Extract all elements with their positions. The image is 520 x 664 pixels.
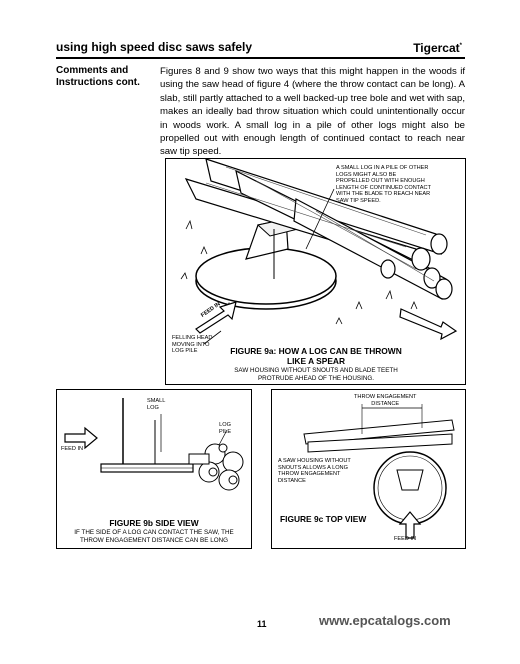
body-paragraph: Figures 8 and 9 show two ways that this might happen in the woods if using the saw head of figure 4 (where the throw contact can be long). A slab, still partly attached to a well backed-up tree bole and wet with sap, makes an ideally bad throw situation which could unintentionally occur in woods work. A small log in a pile of other logs might also be propelled out with enough length of continued contact to reach near saw tip speed. [160, 66, 465, 158]
document-heading: using high speed disc saws safely [56, 40, 253, 54]
figure-9c-housing-label: A SAW HOUSING WITHOUT SNOUTS ALLOWS A LONG THROW ENGAGEMENT DISTANCE [278, 458, 351, 484]
figure-9a [165, 158, 466, 385]
figure-9b-subtitle: IF THE SIDE OF A LOG CAN CONTACT THE SAW, THE THROW ENGAGEMENT DISTANCE CAN BE LONG [74, 529, 234, 544]
figure-9a-subtitle: SAW HOUSING WITHOUT SNOUTS AND BLADE TEETH PROTRUDE AHEAD OF THE HOUSING. [234, 367, 398, 382]
header-rule [56, 57, 465, 59]
figure-9b-small-log-label: SMALL LOG [147, 398, 166, 411]
figure-9a-feed-label: FEED IN [200, 301, 222, 319]
figure-9a-callout: A SMALL LOG IN A PILE OF OTHER LOGS MIGHT ALSO BE PROPELLED OUT WITH ENOUGH LENGTH OF CONTINUED CONTACT WITH THE BLADE TO REACH NEAR SAW TIP SPEED. [336, 165, 431, 204]
brand-name: Tigercat* [413, 41, 462, 55]
figure-9c-throw-label: THROW ENGAGEMENT DISTANCE [354, 394, 417, 407]
watermark: www.epcatalogs.com [319, 613, 451, 628]
figure-9b-title: FIGURE 9b SIDE VIEW [109, 518, 199, 528]
figure-9a-felling-label: FELLING HEAD MOVING INTO LOG PILE [172, 335, 213, 355]
figure-9b [56, 389, 252, 549]
figure-9b-log-pile-label: LOG PILE [219, 422, 232, 435]
figure-9b-feed-label: FEED IN [61, 446, 84, 452]
section-label: Comments and Instructions cont. [56, 65, 140, 88]
figure-9c [271, 389, 466, 549]
figure-9c-title: FIGURE 9c TOP VIEW [280, 514, 367, 524]
figure-9c-feed-label: FEED IN [394, 536, 417, 542]
figure-9a-title: FIGURE 9a: HOW A LOG CAN BE THROWN LIKE A SPEAR [230, 346, 402, 366]
page-number: 11 [257, 619, 267, 629]
